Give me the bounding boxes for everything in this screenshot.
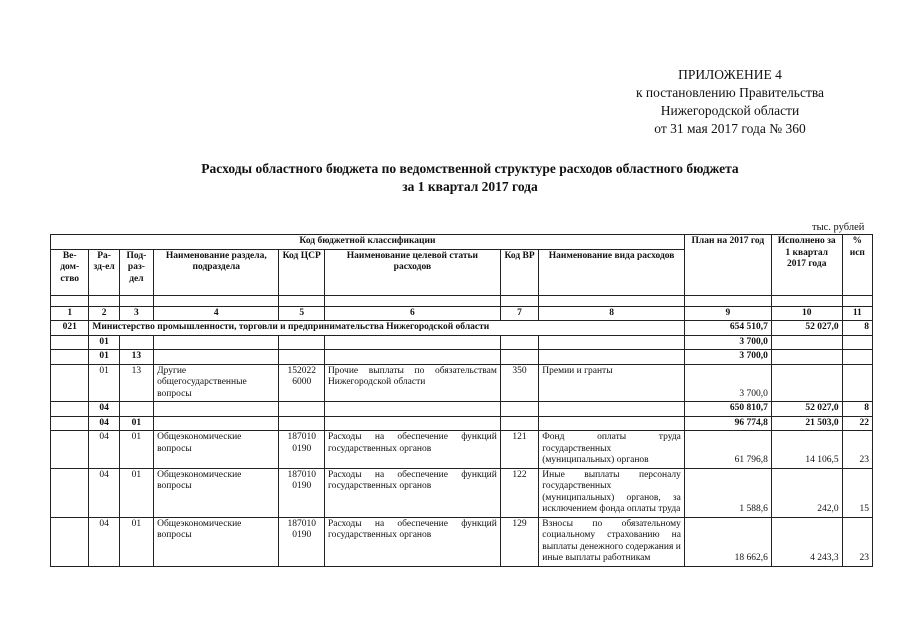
table-row [51,350,873,365]
cell-razdel: 04 [89,517,119,566]
header-name-csr: Наименование целевой статьи расходов [324,249,500,295]
cell-csr-name: Расходы на обеспечение функций государственных органов [324,468,500,517]
cell-executed: 14 106,5 [771,431,842,469]
table-row [51,431,873,469]
title-line-1: Расходы областного бюджета по ведомственной структуре расходов областного бюджета [201,161,739,176]
title-line-2: за 1 квартал 2017 года [402,179,538,194]
cell-section-name: Другие общегосударственные вопросы [154,364,279,402]
cell-executed: 4 243,3 [771,517,842,566]
cell-podrazdel: 01 [119,517,153,566]
header-name-vr: Наименование вида расходов [539,249,685,295]
cell-podrazdel: 01 [119,431,153,469]
cell-csr: 152022 6000 [279,364,324,402]
column-number: 8 [539,306,685,321]
cell-razdel: 04 [89,416,119,431]
cell-vr: 122 [500,468,538,517]
table-row [51,335,873,350]
header-podrazdel: Под-раз-дел [119,249,153,295]
cell-section-name: Общеэкономические вопросы [154,517,279,566]
table-row [51,416,873,431]
header-razdel: Ра-зд-ел [89,249,119,295]
cell-razdel: 04 [89,468,119,517]
cell-razdel: 01 [89,350,119,365]
column-number: 5 [279,306,324,321]
column-number-row [51,306,873,321]
header-plan: План на 2017 год [684,235,771,296]
header-percent: % исп [842,235,872,296]
column-number: 10 [771,306,842,321]
cell-vr: 129 [500,517,538,566]
column-number: 2 [89,306,119,321]
cell-vr: 350 [500,364,538,402]
header-classification-code: Код бюджетной классификации [51,235,685,250]
cell-vr-name: Взносы по обязательному социальному страхованию на выплаты денежного содержания и иные выплаты работникам [539,517,685,566]
column-number: 9 [684,306,771,321]
cell-plan: 18 662,6 [684,517,771,566]
cell-csr-name: Прочие выплаты по обязательствам Нижегородской области [324,364,500,402]
budget-table [50,234,873,567]
header-spacer [51,295,873,306]
header-executed: Исполнено за 1 квартал 2017 года [771,235,842,296]
cell-podrazdel: 01 [119,468,153,517]
column-number: 7 [500,306,538,321]
cell-section-name: Общеэкономические вопросы [154,468,279,517]
cell-executed: 242,0 [771,468,842,517]
cell-percent [842,335,872,350]
cell-section-name: Общеэкономические вопросы [154,431,279,469]
cell-percent: 23 [842,517,872,566]
cell-plan: 3 700,0 [684,350,771,365]
cell-csr: 187010 0190 [279,431,324,469]
cell-plan: 96 774,8 [684,416,771,431]
cell-vr-name: Иные выплаты персоналу государственных (муниципальных) органов, за исключением фонда оплаты труда [539,468,685,517]
appendix-block [560,66,900,138]
cell-podrazdel: 01 [119,416,153,431]
cell-executed: 21 503,0 [771,416,842,431]
cell-razdel: 04 [89,402,119,417]
cell-csr: 187010 0190 [279,517,324,566]
document-title [110,160,830,196]
cell-plan: 3 700,0 [684,364,771,402]
cell-csr-name: Расходы на обеспечение функций государственных органов [324,517,500,566]
cell-vr: 121 [500,431,538,469]
cell-percent: 8 [842,402,872,417]
cell-percent [842,364,872,402]
cell-executed [771,335,842,350]
appendix-region: Нижегородской области [660,103,800,118]
appendix-title: ПРИЛОЖЕНИЕ 4 [678,67,782,82]
cell-podrazdel: 13 [119,350,153,365]
column-number: 6 [324,306,500,321]
cell-executed: 52 027,0 [771,321,842,336]
cell-csr-name: Расходы на обеспечение функций государственных органов [324,431,500,469]
cell-ministry-name: Министерство промышленности, торговли и предпринимательства Нижегородской области [89,321,685,336]
cell-percent: 15 [842,468,872,517]
cell-podrazdel [119,402,153,417]
table-row [51,517,873,566]
header-row-group [51,235,873,250]
column-number: 11 [842,306,872,321]
column-number: 1 [51,306,89,321]
cell-percent: 8 [842,321,872,336]
cell-razdel: 04 [89,431,119,469]
cell-plan: 61 796,8 [684,431,771,469]
cell-executed: 52 027,0 [771,402,842,417]
cell-razdel: 01 [89,364,119,402]
cell-executed [771,364,842,402]
header-name-razdel: Наименование раздела, подраздела [154,249,279,295]
cell-vr-name: Премии и гранты [539,364,685,402]
table-row [51,468,873,517]
cell-plan: 3 700,0 [684,335,771,350]
units-label: тыс. рублей [812,222,865,233]
cell-percent: 22 [842,416,872,431]
table-row-ministry [51,321,873,336]
cell-plan: 654 510,7 [684,321,771,336]
cell-podrazdel [119,335,153,350]
table-row [51,402,873,417]
cell-vedomstvo: 021 [51,321,89,336]
cell-plan: 650 810,7 [684,402,771,417]
appendix-date: от 31 мая 2017 года № 360 [654,121,806,136]
cell-percent [842,350,872,365]
cell-percent: 23 [842,431,872,469]
cell-podrazdel: 13 [119,364,153,402]
column-number: 3 [119,306,153,321]
header-vedomstvo: Ве-дом-ство [51,249,89,295]
appendix-resolution: к постановлению Правительства [635,85,825,100]
cell-vr-name: Фонд оплаты труда государственных (муниципальных) органов [539,431,685,469]
header-csr: Код ЦСР [279,249,324,295]
table-row [51,364,873,402]
cell-csr: 187010 0190 [279,468,324,517]
cell-razdel: 01 [89,335,119,350]
column-number: 4 [154,306,279,321]
cell-executed [771,350,842,365]
cell-plan: 1 588,6 [684,468,771,517]
header-vr: Код ВР [500,249,538,295]
